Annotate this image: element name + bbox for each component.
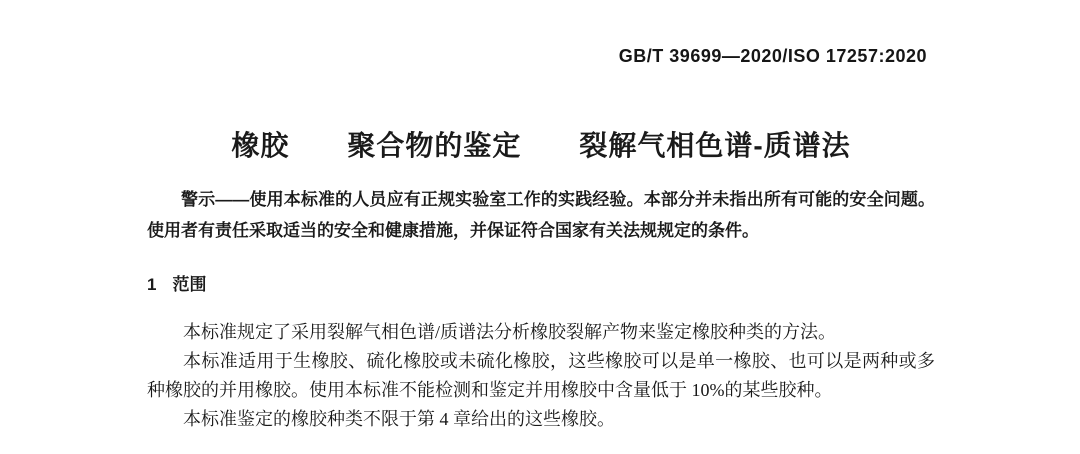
standard-number: GB/T 39699—2020/ISO 17257:2020 — [618, 46, 927, 66]
section-body — [147, 318, 935, 434]
section-title: 范围 — [172, 275, 207, 294]
body-paragraph: 本标准鉴定的橡胶种类不限于第 4 章给出的这些橡胶。 — [183, 409, 615, 429]
body-paragraph: 本标准适用于生橡胶、硫化橡胶或未硫化橡胶，这些橡胶可以是单一橡胶、也可以是两种或多种橡胶的并用橡胶。使用本标准不能检测和鉴定并用橡胶中含量低于 10%的某些胶种。 — [147, 351, 935, 400]
warning-paragraph: 警示——使用本标准的人员应有正规实验室工作的实践经验。本部分并未指出所有可能的安全问题。使用者有责任采取适当的安全和健康措施，并保证符合国家有关法规规定的条件。 — [147, 190, 935, 240]
section-number: 1 — [147, 275, 157, 294]
document-title: 橡胶 聚合物的鉴定 裂解气相色谱-质谱法 — [231, 130, 851, 161]
section-heading — [147, 270, 935, 295]
body-paragraph: 本标准规定了采用裂解气相色谱/质谱法分析橡胶裂解产物来鉴定橡胶种类的方法。 — [183, 322, 836, 342]
